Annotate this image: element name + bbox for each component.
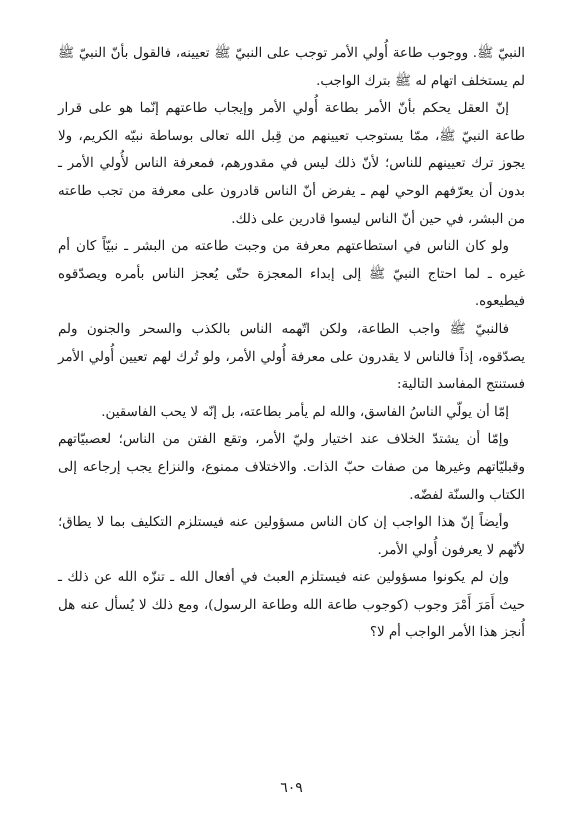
paragraph-6: وإمّا أن يشتدّ الخلاف عند اختيار وليّ الأمر، وتقع الفتن من الناس؛ لعصبيّاتهم وقبليّاتهم وغيرها من صفات حبّ الذات. والاختلاف ممنوع، والنزاع يجب إرجاعه إلى الكتاب والسنّة لفضّه. — [58, 432, 525, 503]
paragraph-2: إنّ العقل يحكم بأنّ الأمر بطاعة أُولي الأمر وإيجاب طاعتهم إنّما هو على قرار طاعة النبيّ ﷺ، ممّا يستوجب تعيينهم من قِبل الله تعالى بوساطة نبيّه الكريم، ولا يجوز ترك تعيينهم للناس؛ لأنّ ذلك ليس في مقدورهم، فمعرفة الناس لأُولي الأمر ـ بدون أن يعرّفهم الوحي لهم ـ يفرض أنّ الناس قادرون على معرفة من تجب طاعته من البشر، في حين أنّ الناس ليسوا قادرين على ذلك. — [58, 101, 525, 227]
page-number: ٦٠٩ — [280, 780, 303, 796]
paragraph-1: النبيّ ﷺ. ووجوب طاعة أُولي الأمر توجب على النبيّ ﷺ تعيينه، فالقول بأنّ النبيّ ﷺ لم يستخلف اتهام له ﷺ بترك الواجب. — [58, 46, 525, 89]
page-body — [58, 40, 525, 647]
paragraph-4: فالنبيّ ﷺ واجب الطاعة، ولكن اتّهمه الناس بالكذب والسحر والجنون ولم يصدّقوه، إذاً فالناس لا يقدرون على معرفة أُولي الأمر، ولو تُرك لهم تعيين أُولي الأمر فستنتج المفاسد التالية: — [58, 321, 525, 393]
paragraph-8: وإن لم يكونوا مسؤولين عنه فيستلزم العبث في أفعال الله ـ تنزّه الله عن ذلك ـ حيث أَمَرَ أَمْرَ وجوب (كوجوب طاعة الله وطاعة الرسول)، ومع ذلك لا يُسأل عنه هل أُنجز هذا الأمر الواجب أم لا؟ — [58, 570, 525, 641]
paragraph-5: إمّا أن يولّي الناسُ الفاسق، والله لم يأمر بطاعته، بل إنّه لا يحب الفاسقين. — [101, 404, 509, 420]
paragraph-7: وأيضاً إنّ هذا الواجب إن كان الناس مسؤولين عنه فيستلزم التكليف بما لا يطاق؛ لأنّهم لا يعرفون أُولي الأمر. — [58, 515, 525, 558]
paragraph-3: ولو كان الناس في استطاعتهم معرفة من وجبت طاعته من البشر ـ نبيّاً كان أم غيره ـ لما احتاج النبيّ ﷺ إلى إبداء المعجزة حتّى يُعجز الناس بأمره ويصدّقوه فيطيعوه. — [58, 239, 525, 310]
